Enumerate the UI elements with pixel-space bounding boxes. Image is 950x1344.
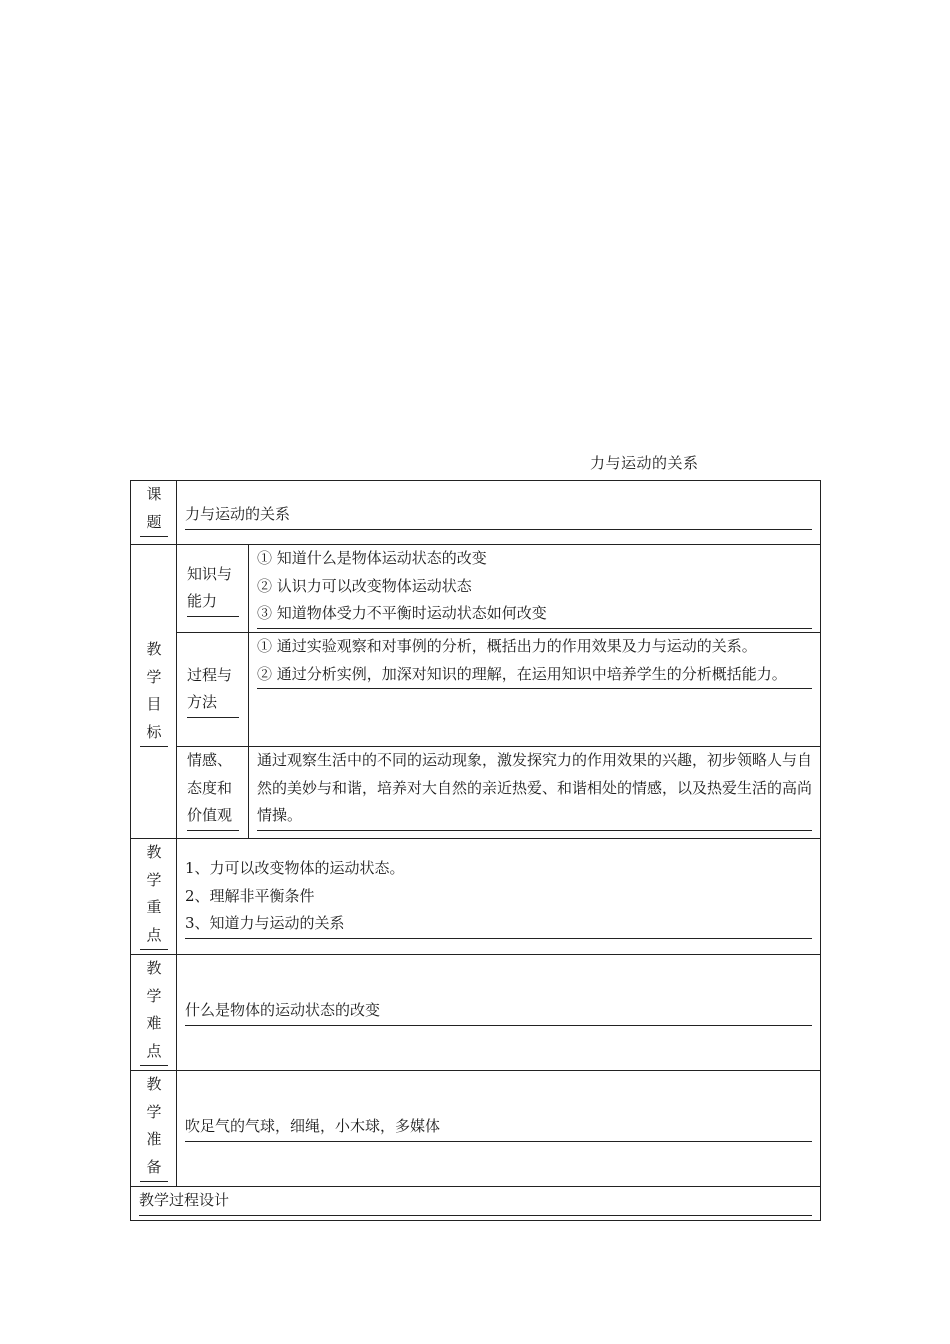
difficulties-row — [131, 955, 821, 1071]
preparation-content-cell — [177, 1071, 821, 1187]
emotion-content — [249, 747, 821, 839]
key-points-content — [177, 839, 821, 955]
knowledge-label: 知识与 能力 — [177, 545, 249, 633]
objectives-emotion-row — [131, 747, 821, 839]
knowledge-item: ③ 知道物体受力不平衡时运动状态如何改变 — [257, 600, 812, 629]
topic-content: 力与运动的关系 — [185, 501, 812, 530]
emotion-label: 情感、 态度和 价值观 — [177, 747, 249, 839]
preparation-content: 吹足气的气球，细绳，小木球，多媒体 — [185, 1113, 812, 1142]
topic-row — [131, 481, 821, 545]
preparation-row — [131, 1071, 821, 1187]
key-points-label: 教 学 重 点 — [131, 839, 177, 955]
page-title: 力与运动的关系 — [590, 454, 699, 472]
key-points-row — [131, 839, 821, 955]
process-item: ② 通过分析实例，加深对知识的理解，在运用知识中培养学生的分析概括能力。 — [257, 661, 812, 690]
process-content — [249, 633, 821, 747]
process-label: 过程与 方法 — [177, 633, 249, 747]
difficulties-content: 什么是物体的运动状态的改变 — [185, 997, 812, 1026]
topic-label: 课 题 — [131, 481, 177, 545]
key-point-item: 1、力可以改变物体的运动状态。 — [185, 859, 405, 877]
process-design-label: 教学过程设计 — [139, 1187, 812, 1216]
topic-content-cell — [177, 481, 821, 545]
emotion-text: 通过观察生活中的不同的运动现象，激发探究力的作用效果的兴趣，初步领略人与自然的美妙与和谐，培养对大自然的亲近热爱、和谐相处的情感，以及热爱生活的高尚情操。 — [257, 747, 812, 831]
key-point-item: 2、理解非平衡条件 — [185, 886, 315, 905]
process-design-cell — [131, 1187, 821, 1221]
process-design-row — [131, 1187, 821, 1221]
knowledge-item: ① 知道什么是物体运动状态的改变 — [257, 549, 487, 567]
key-point-item: 3、知道力与运动的关系 — [185, 910, 812, 939]
difficulties-label: 教 学 难 点 — [131, 955, 177, 1071]
knowledge-item: ② 认识力可以改变物体运动状态 — [257, 576, 472, 595]
process-item: ① 通过实验观察和对事例的分析，概括出力的作用效果及力与运动的关系。 — [257, 637, 757, 655]
lesson-plan-table — [130, 480, 821, 1221]
difficulties-content-cell — [177, 955, 821, 1071]
objectives-process-row — [131, 633, 821, 747]
objectives-knowledge-row — [131, 545, 821, 633]
objectives-label: 教 学 目 标 — [131, 545, 177, 839]
knowledge-content — [249, 545, 821, 633]
preparation-label: 教 学 准 备 — [131, 1071, 177, 1187]
